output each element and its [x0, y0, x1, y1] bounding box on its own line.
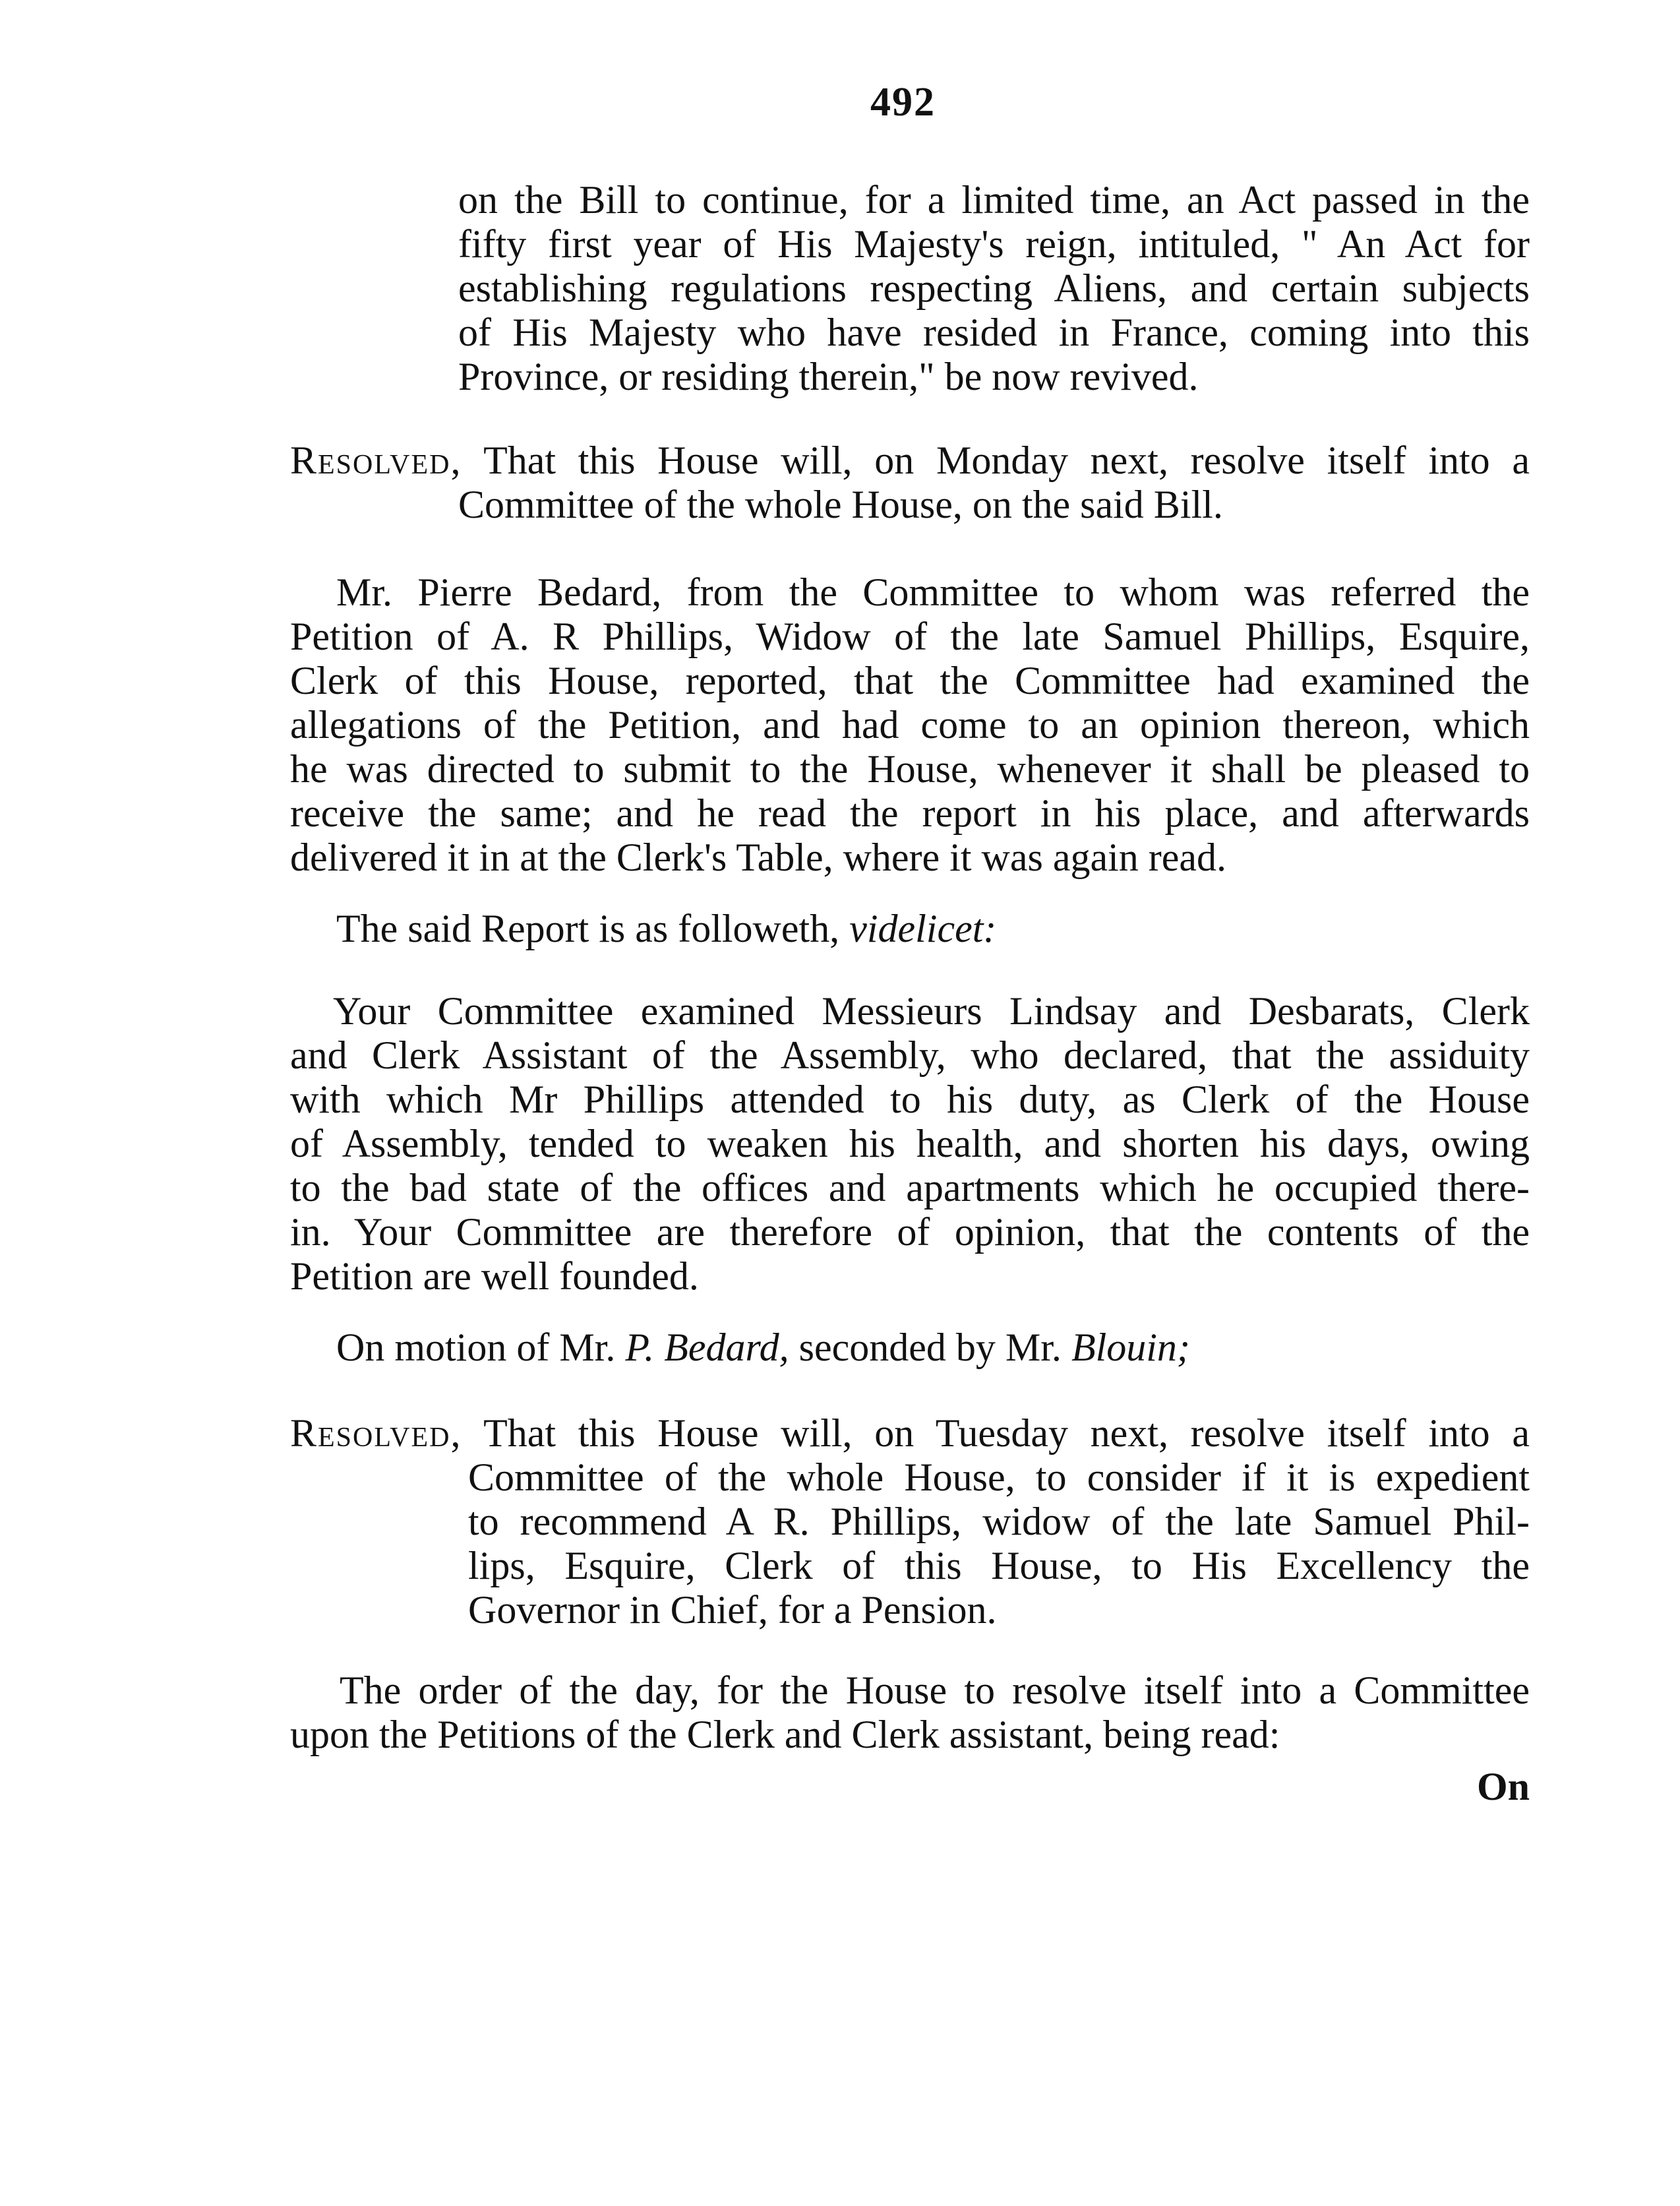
text-line: in. Your Committee are therefore of opinion, that the contents of the	[290, 1210, 1530, 1254]
text-line: to recommend A R. Phillips, widow of the late Samuel Phil-	[468, 1500, 1530, 1543]
resolved-label: Resolved,	[290, 1411, 462, 1455]
text-line: The order of the day, for the House to resolve itself into a Committee	[340, 1669, 1530, 1712]
report-intro	[336, 907, 1530, 951]
text-line	[290, 439, 1530, 483]
text-segment: That this House will, on Monday next, resolve itself into a	[483, 439, 1530, 482]
text-line: upon the Petitions of the Clerk and Clerk assistant, being read:	[290, 1713, 1280, 1756]
text-line: Petition of A. R Phillips, Widow of the late Samuel Phillips, Esquire,	[290, 615, 1530, 658]
bill-revival-paragraph	[458, 178, 1530, 399]
text-line: of Assembly, tended to weaken his health, and shorten his days, owing	[290, 1122, 1530, 1165]
committee-report-paragraph	[290, 570, 1530, 880]
text-line: Governor in Chief, for a Pension.	[468, 1588, 997, 1632]
catchword: On	[1477, 1765, 1530, 1808]
text-line: Committee of the whole House, to consider if it is expedient	[468, 1455, 1530, 1499]
text-line: and Clerk Assistant of the Assembly, who declared, that the assiduity	[290, 1033, 1530, 1077]
text-line: Mr. Pierre Bedard, from the Committee to whom was referred the	[336, 570, 1530, 614]
text-line: receive the same; and he read the report in his place, and afterwards	[290, 791, 1530, 835]
text-line	[336, 907, 1530, 951]
text-line: Clerk of this House, reported, that the Committee had examined the	[290, 659, 1530, 702]
text-line: Your Committee examined Messieurs Lindsay and Desbarats, Clerk	[333, 989, 1530, 1033]
text-line: fifty first year of His Majesty's reign, intituled, " An Act for	[458, 222, 1530, 266]
text-segment: That this House will, on Tuesday next, resolve itself into a	[483, 1411, 1530, 1455]
text-line: lips, Esquire, Clerk of this House, to His Excellency the	[468, 1544, 1530, 1587]
text-segment: The said Report is as followeth,	[336, 907, 840, 950]
text-line: with which Mr Phillips attended to his duty, as Clerk of the House	[290, 1078, 1530, 1121]
resolved-label: Resolved,	[290, 439, 462, 482]
text-line: Committee of the whole House, on the said Bill.	[458, 483, 1223, 526]
order-of-day	[290, 1669, 1530, 1757]
text-line: establishing regulations respecting Aliens, and certain subjects	[458, 266, 1530, 310]
text-segment: On motion of Mr.	[336, 1326, 616, 1369]
report-body	[290, 989, 1530, 1299]
text-line	[336, 1326, 1530, 1370]
resolution-monday	[290, 439, 1530, 527]
italic-segment: P. Bedard,	[625, 1326, 789, 1369]
text-line: allegations of the Petition, and had come to an opinion thereon, which	[290, 703, 1530, 747]
text-line	[290, 1411, 1530, 1455]
text-line: he was directed to submit to the House, whenever it shall be pleased to	[290, 747, 1530, 791]
motion-line	[336, 1326, 1530, 1370]
text-line: on the Bill to continue, for a limited time, an Act passed in the	[458, 178, 1530, 222]
resolution-tuesday	[290, 1411, 1530, 1632]
italic-segment: videlicet:	[849, 907, 997, 950]
text-line: to the bad state of the offices and apartments which he occupied there-	[290, 1166, 1530, 1210]
text-segment: seconded by Mr.	[798, 1326, 1062, 1369]
text-line: of His Majesty who have resided in France, coming into this	[458, 311, 1530, 354]
page-number: 492	[870, 80, 936, 125]
text-line: Petition are well founded.	[290, 1254, 699, 1298]
text-line: delivered it in at the Clerk's Table, where it was again read.	[290, 836, 1226, 879]
italic-segment: Blouin;	[1071, 1326, 1190, 1369]
text-line: Province, or residing therein," be now revived.	[458, 355, 1199, 398]
